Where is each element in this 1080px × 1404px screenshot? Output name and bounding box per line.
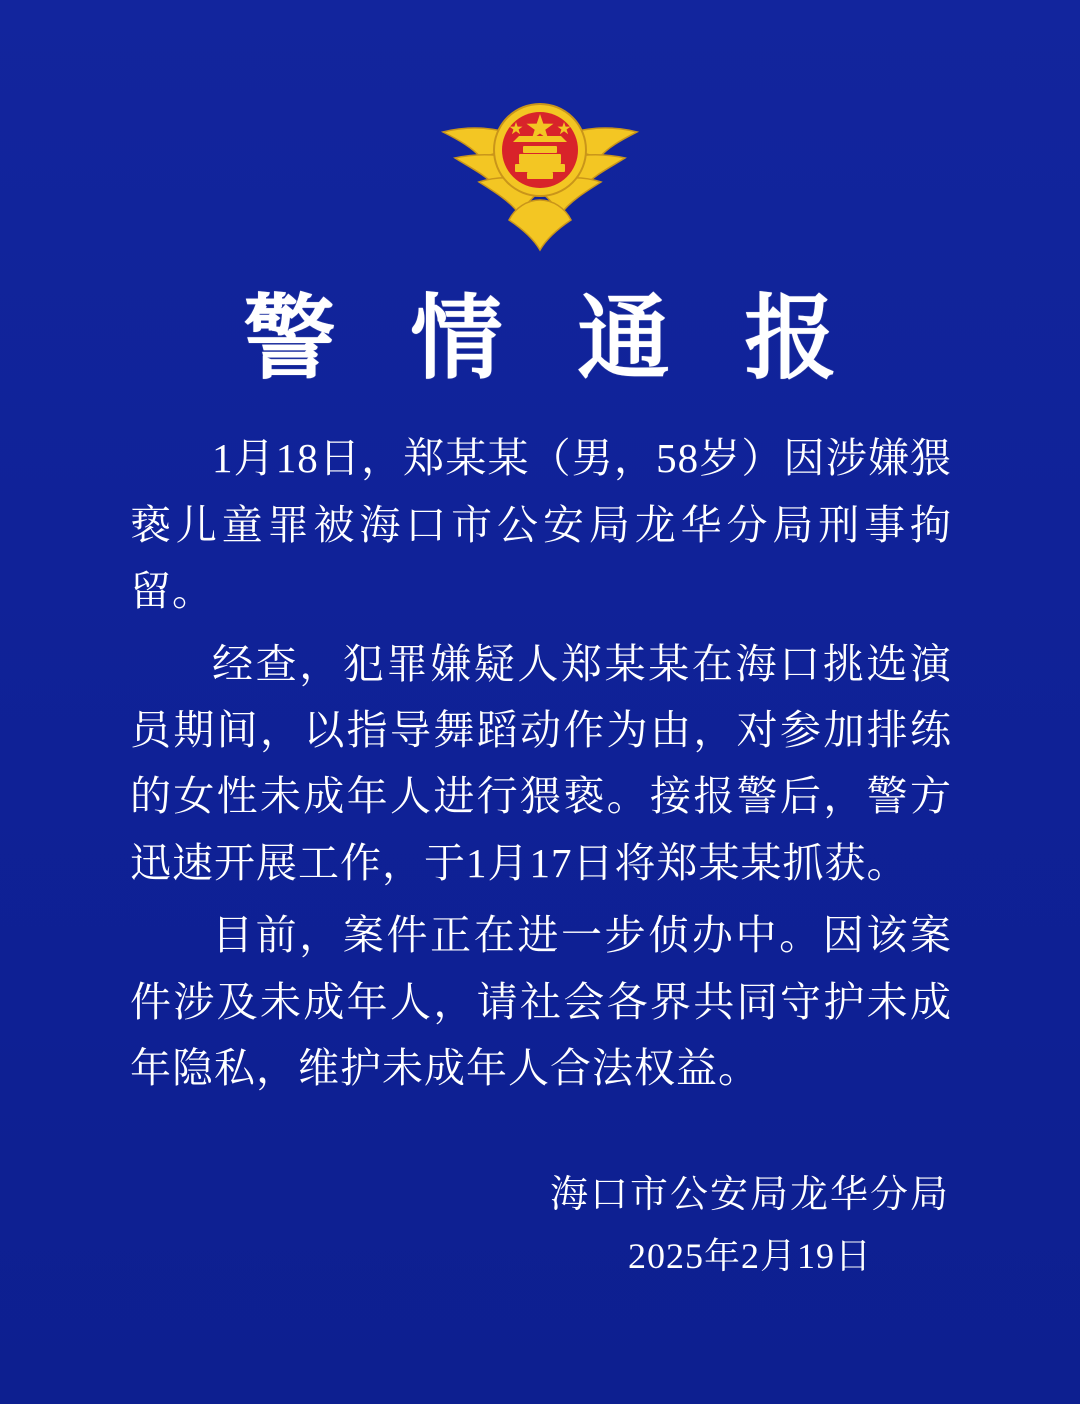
- body-paragraph-2: 经查，犯罪嫌疑人郑某某在海口挑选演员期间，以指导舞蹈动作为由，对参加排练的女性未成年人进行猥亵。接报警后，警方迅速开展工作，于1月17日将郑某某抓获。: [130, 640, 952, 886]
- notice-body: [72, 425, 1008, 1101]
- emblem-container: [72, 0, 1008, 268]
- body-paragraph-1: 1月18日，郑某某（男，58岁）因涉嫌猥亵儿童罪被海口市公安局龙华分局刑事拘留。: [130, 435, 952, 615]
- issue-date: 2025年2月19日: [627, 1236, 872, 1277]
- body-paragraph-3: 目前，案件正在进一步侦办中。因该案件涉及未成年人，请社会各界共同守护未成年隐私，维护未成年人合法权益。: [130, 912, 952, 1092]
- signature-block: [550, 1162, 950, 1286]
- page-title: 警 情 通 报: [243, 288, 863, 390]
- issuing-authority: 海口市公安局龙华分局: [549, 1173, 950, 1216]
- china-police-emblem-icon: [415, 88, 665, 268]
